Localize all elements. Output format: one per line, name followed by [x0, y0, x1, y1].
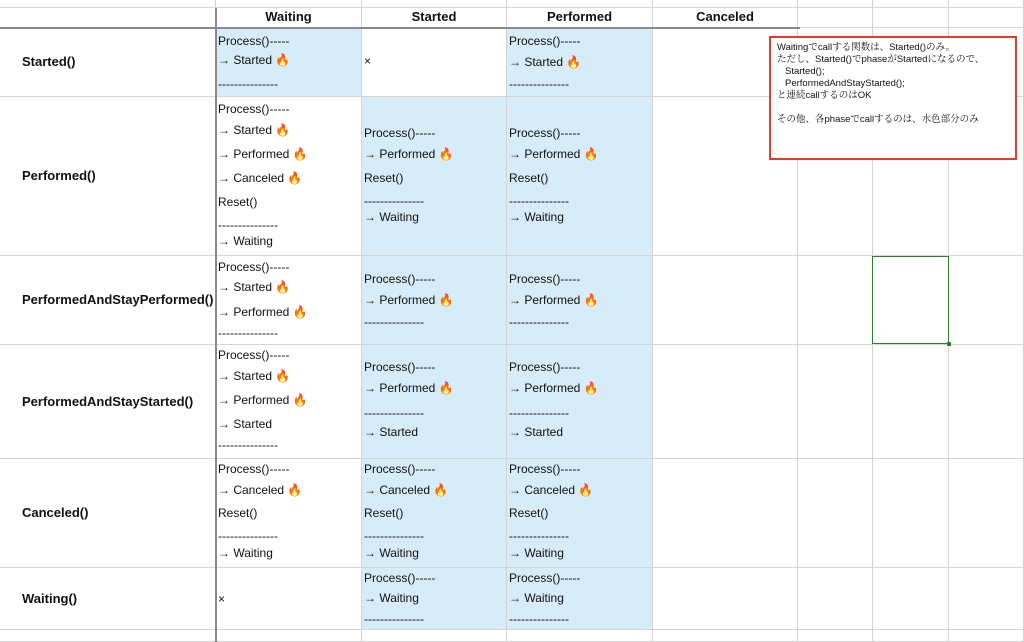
transition-line: ---------------	[218, 326, 278, 340]
transition-cell[interactable]	[362, 345, 507, 459]
transition-line: ---------------	[509, 315, 569, 329]
note-line: と連続callするのはOK	[777, 90, 872, 101]
column-header-label: Started	[411, 9, 457, 24]
note-line: その他、各phaseでcallするのは、水色部分のみ	[777, 114, 979, 125]
transition-line: → Started 🔥	[218, 123, 291, 137]
transition-cell[interactable]	[507, 568, 653, 630]
transition-line: Reset()	[218, 195, 258, 209]
row-header[interactable]	[0, 568, 216, 630]
note-line: Waitingでcallする関数は、Started()のみ。	[777, 42, 956, 53]
transition-cell[interactable]	[507, 28, 653, 97]
transition-cell[interactable]	[507, 256, 653, 345]
transition-line: Process()-----	[218, 102, 290, 116]
grid-cell[interactable]	[798, 459, 873, 568]
grid-cell[interactable]	[873, 0, 949, 8]
row-header-label: Waiting()	[22, 591, 78, 606]
transition-line: → Performed 🔥	[218, 393, 308, 407]
transition-cell[interactable]	[216, 28, 362, 97]
transition-line: ---------------	[364, 612, 424, 626]
fill-handle[interactable]	[947, 342, 951, 346]
transition-line: → Waiting	[218, 234, 273, 248]
transition-line: → Started 🔥	[218, 369, 291, 383]
transition-line: Process()-----	[364, 462, 436, 476]
row-header-label: Performed()	[22, 168, 96, 183]
grid-cell[interactable]	[653, 0, 798, 8]
grid-cell[interactable]	[362, 0, 507, 8]
grid-cell[interactable]	[0, 0, 216, 8]
transition-line: Process()-----	[364, 360, 436, 374]
transition-line: → Canceled 🔥	[364, 483, 449, 497]
transition-cell[interactable]	[216, 345, 362, 459]
transition-cell[interactable]	[653, 459, 798, 568]
column-header-label: Canceled	[696, 9, 754, 24]
grid-cell[interactable]	[798, 630, 873, 642]
transition-cell[interactable]	[216, 97, 362, 256]
transition-line: → Canceled 🔥	[509, 483, 594, 497]
transition-cell[interactable]	[362, 97, 507, 256]
transition-line: → Waiting	[364, 591, 419, 605]
transition-line: ---------------	[364, 194, 424, 208]
transition-line: → Started	[509, 425, 564, 439]
grid-cell[interactable]	[798, 568, 873, 630]
row-header[interactable]	[0, 345, 216, 459]
grid-cell[interactable]	[798, 345, 873, 459]
grid-cell[interactable]	[873, 8, 949, 28]
selected-cell[interactable]	[872, 256, 949, 344]
transition-line: → Waiting	[218, 546, 273, 560]
transition-line: → Performed 🔥	[364, 381, 454, 395]
note-callout[interactable]	[769, 36, 1017, 160]
transition-line: ---------------	[509, 529, 569, 543]
transition-line: Process()-----	[218, 348, 290, 362]
transition-cell[interactable]	[216, 459, 362, 568]
transition-line: ---------------	[364, 529, 424, 543]
grid-cell[interactable]	[949, 0, 1024, 8]
frozen-row-divider	[0, 27, 800, 29]
transition-line: Process()-----	[509, 34, 581, 48]
transition-line: → Performed 🔥	[509, 147, 599, 161]
grid-cell[interactable]	[949, 345, 1024, 459]
grid-cell[interactable]	[0, 630, 216, 642]
transition-line: Reset()	[218, 506, 258, 520]
grid-cell[interactable]	[653, 630, 798, 642]
transition-cell[interactable]	[362, 459, 507, 568]
grid-cell[interactable]	[873, 345, 949, 459]
grid-cell[interactable]	[362, 630, 507, 642]
column-header-started[interactable]	[362, 8, 507, 28]
transition-line: Reset()	[364, 171, 404, 185]
transition-line: ---------------	[218, 438, 278, 452]
grid-cell[interactable]	[949, 459, 1024, 568]
grid-cell[interactable]	[216, 0, 362, 8]
transition-line: → Waiting	[509, 591, 564, 605]
frozen-column-divider	[215, 8, 217, 642]
transition-cell[interactable]	[653, 345, 798, 459]
transition-line: Process()-----	[218, 260, 290, 274]
transition-line: → Waiting	[509, 546, 564, 560]
grid-cell[interactable]	[949, 8, 1024, 28]
transition-cell[interactable]	[507, 459, 653, 568]
transition-line: Process()-----	[509, 126, 581, 140]
row-header[interactable]	[0, 28, 216, 97]
transition-line: Process()-----	[218, 462, 290, 476]
transition-line: Reset()	[509, 171, 549, 185]
grid-cell[interactable]	[949, 630, 1024, 642]
transition-line: Process()-----	[364, 126, 436, 140]
grid-cell[interactable]	[507, 630, 653, 642]
transition-cell[interactable]	[653, 568, 798, 630]
transition-line: ---------------	[218, 77, 278, 91]
transition-line: Process()-----	[509, 360, 581, 374]
not-allowed-mark: ×	[364, 54, 372, 68]
transition-line: Process()-----	[218, 34, 290, 48]
grid-cell[interactable]	[0, 8, 216, 28]
grid-cell[interactable]	[507, 0, 653, 8]
transition-line: → Waiting	[364, 546, 419, 560]
transition-cell[interactable]	[507, 97, 653, 256]
transition-cell[interactable]	[653, 256, 798, 345]
transition-line: → Canceled 🔥	[218, 483, 303, 497]
transition-line: Process()-----	[509, 272, 581, 286]
row-header[interactable]	[0, 459, 216, 568]
transition-line: → Waiting	[509, 210, 564, 224]
transition-line: ---------------	[509, 194, 569, 208]
transition-line: Process()-----	[364, 272, 436, 286]
transition-line: ---------------	[218, 218, 278, 232]
row-header-label: PerformedAndStayPerformed()	[22, 292, 214, 307]
transition-line: → Started	[364, 425, 419, 439]
grid-cell[interactable]	[873, 568, 949, 630]
transition-line: → Performed 🔥	[218, 147, 308, 161]
transition-line: ---------------	[364, 406, 424, 420]
row-header[interactable]	[0, 256, 216, 345]
transition-line: → Canceled 🔥	[218, 171, 303, 185]
transition-cell[interactable]	[216, 256, 362, 345]
grid-cell[interactable]	[216, 630, 362, 642]
transition-line: Reset()	[509, 506, 549, 520]
transition-line: → Started 🔥	[218, 53, 291, 67]
transition-line: → Started 🔥	[509, 55, 582, 69]
transition-line: → Performed 🔥	[509, 293, 599, 307]
grid-cell[interactable]	[798, 8, 873, 28]
transition-cell[interactable]	[362, 256, 507, 345]
transition-line: Process()-----	[509, 571, 581, 585]
row-header-label: Canceled()	[22, 505, 89, 520]
transition-line: → Performed 🔥	[218, 305, 308, 319]
transition-line: ---------------	[509, 612, 569, 626]
note-line: Started();	[785, 66, 825, 77]
transition-line: ---------------	[218, 529, 278, 543]
row-header-label: Started()	[22, 54, 76, 69]
grid-cell[interactable]	[873, 459, 949, 568]
column-header-canceled[interactable]	[653, 8, 798, 28]
grid-cell[interactable]	[798, 0, 873, 8]
transition-line: → Started 🔥	[218, 280, 291, 294]
transition-line: → Started	[218, 417, 273, 431]
note-line: PerformedAndStayStarted();	[785, 78, 905, 89]
transition-line: Reset()	[364, 506, 404, 520]
transition-cell[interactable]	[362, 28, 507, 97]
grid-cell[interactable]	[873, 630, 949, 642]
column-header-label: Waiting	[265, 9, 312, 24]
transition-line: → Performed 🔥	[509, 381, 599, 395]
transition-cell[interactable]	[216, 568, 362, 630]
transition-line: ---------------	[364, 315, 424, 329]
transition-cell[interactable]	[507, 345, 653, 459]
grid-cell[interactable]	[949, 568, 1024, 630]
row-header[interactable]	[0, 97, 216, 256]
transition-cell[interactable]	[362, 568, 507, 630]
transition-line: ---------------	[509, 77, 569, 91]
note-line: ただし、Started()でphaseがStartedになるので、	[777, 54, 985, 65]
column-header-waiting[interactable]	[216, 8, 362, 28]
transition-line: → Performed 🔥	[364, 293, 454, 307]
transition-line: ---------------	[509, 406, 569, 420]
transition-line: → Performed 🔥	[364, 147, 454, 161]
transition-line: Process()-----	[364, 571, 436, 585]
column-header-performed[interactable]	[507, 8, 653, 28]
grid-cell[interactable]	[949, 256, 1024, 345]
column-header-label: Performed	[546, 9, 613, 24]
not-allowed-mark: ×	[218, 592, 226, 606]
note-line	[777, 102, 1009, 114]
transition-line: Process()-----	[509, 462, 581, 476]
grid-cell[interactable]	[798, 256, 873, 345]
row-header-label: PerformedAndStayStarted()	[22, 394, 194, 409]
transition-line: → Waiting	[364, 210, 419, 224]
